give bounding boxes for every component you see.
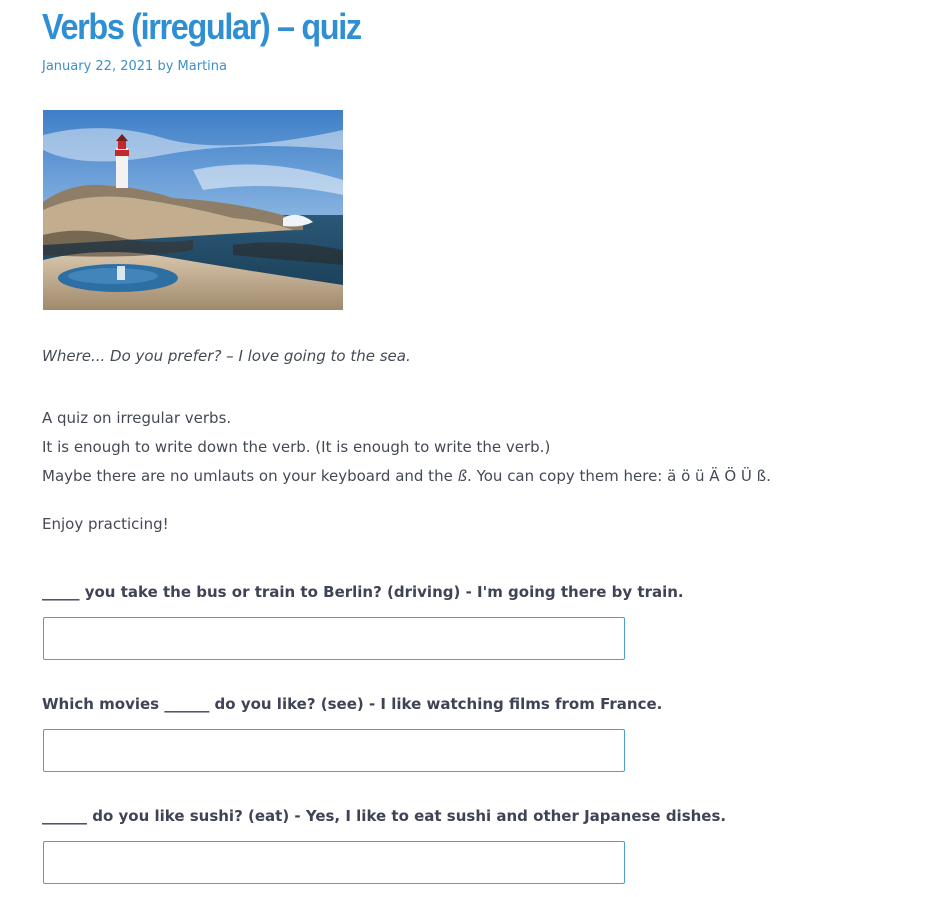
image-caption: Where... Do you prefer? – I love going to the sea.: [42, 347, 411, 365]
intro-text: [42, 404, 771, 491]
featured-image: [43, 110, 343, 310]
question-2-answer-input[interactable]: [43, 729, 625, 772]
question-3-answer-input[interactable]: [43, 841, 625, 884]
author-link[interactable]: Martina: [177, 59, 227, 74]
question-2-label: Which movies ______ do you like? (see) - I like watching films from France.: [42, 695, 663, 713]
question-3-label: ______ do you like sushi? (eat) - Yes, I like to eat sushi and other Japanese dishes.: [42, 807, 727, 825]
intro-line-3: Maybe there are no umlauts on your keyboard and the ß. You can copy them here: ä ö ü Ä Ö Ü ß.: [42, 467, 771, 485]
question-1-answer-input[interactable]: [43, 617, 625, 660]
byline-by: by: [157, 59, 174, 74]
eszett-italic: ß: [457, 467, 468, 485]
intro-line-2: It is enough to write down the verb. (It is enough to write the verb.): [42, 438, 551, 456]
post-meta: [42, 59, 227, 74]
post-title: Verbs (irregular) – quiz: [42, 6, 361, 47]
intro-line-1: A quiz on irregular verbs.: [42, 409, 232, 427]
enjoy-text: Enjoy practicing!: [42, 515, 169, 533]
post-date-link[interactable]: January 22, 2021: [42, 59, 154, 74]
question-1-label: _____ you take the bus or train to Berlin? (driving) - I'm going there by train.: [42, 583, 684, 601]
